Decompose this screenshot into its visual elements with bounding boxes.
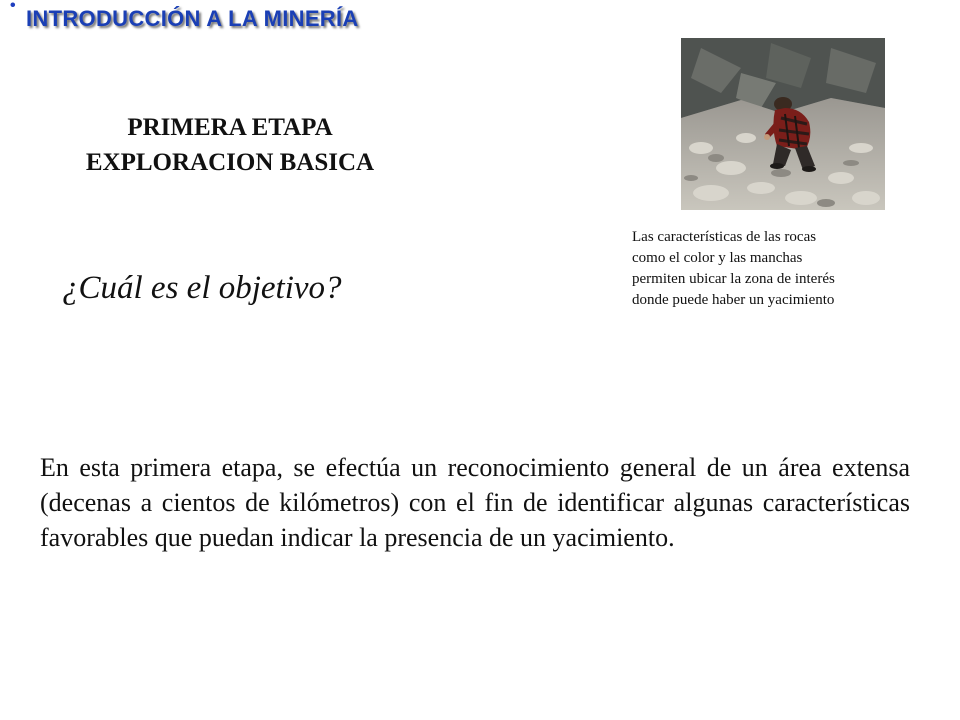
header-title: INTRODUCCIÓN A LA MINERÍA <box>26 6 359 31</box>
caption-line-4: donde puede haber un yacimiento <box>632 292 835 308</box>
photo-illustration <box>681 38 885 210</box>
bullet-dot-icon: • <box>10 0 16 14</box>
caption-line-1: Las características de las rocas <box>632 229 817 245</box>
rock-outcrop-photo <box>681 38 885 210</box>
stage-title <box>30 110 430 180</box>
caption-line-3: permiten ubicar la zona de interés <box>632 271 835 287</box>
stage-title-line-2: EXPLORACION BASICA <box>85 149 375 176</box>
body-paragraph: En esta primera etapa, se efectúa un reconocimiento general de un área extensa (decenas a cientos de kilómetros) con el fin de identificar algunas características favorables que puedan indicar la presencia de un yacimiento. <box>40 453 910 552</box>
caption-line-2: como el color y las manchas <box>632 250 803 266</box>
stage-title-line-1: PRIMERA ETAPA <box>127 114 333 141</box>
objective-question: ¿Cuál es el objetivo? <box>62 270 342 306</box>
photo-caption <box>632 227 932 311</box>
